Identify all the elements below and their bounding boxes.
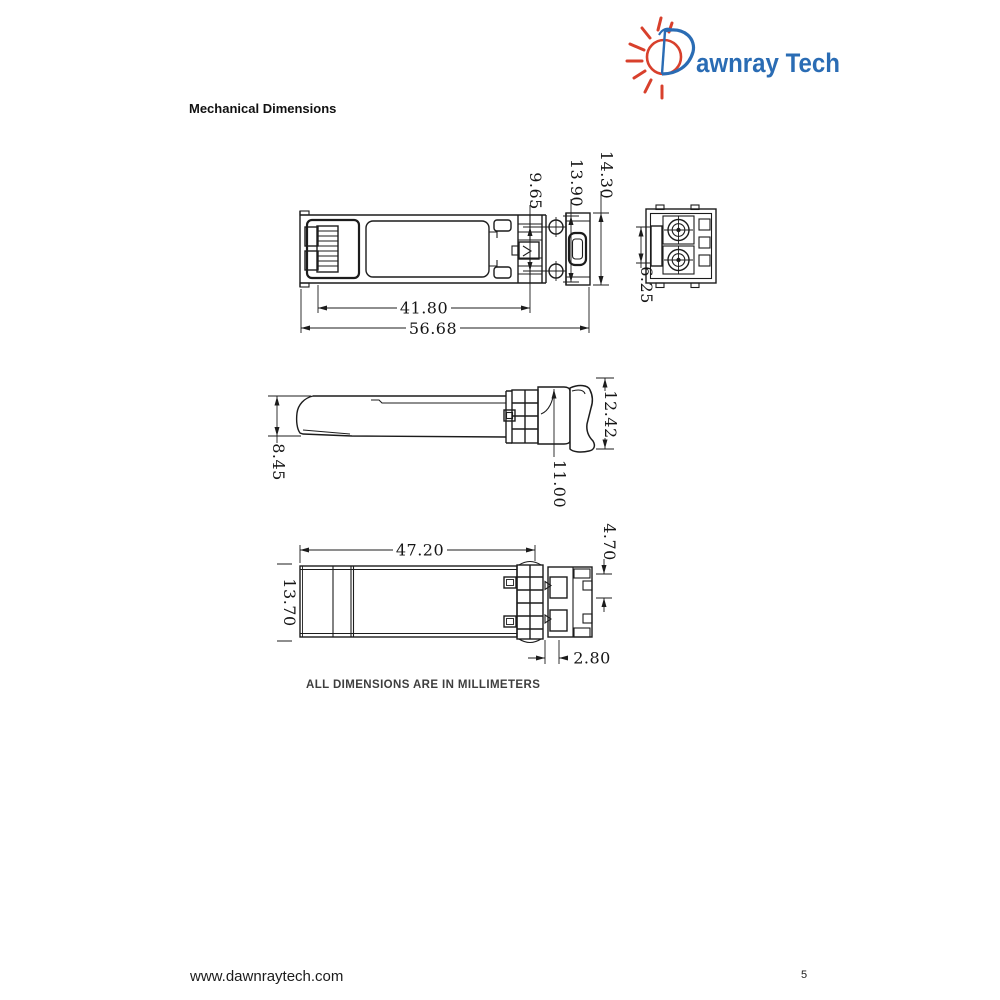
svg-text:9.65: 9.65 bbox=[526, 172, 545, 210]
dimensions-note: ALL DIMENSIONS ARE IN MILLIMETERS bbox=[306, 679, 541, 691]
dim-bottom-body-width bbox=[277, 564, 299, 641]
emi-finger-comb-top bbox=[512, 215, 542, 283]
dim-bottom-body-length bbox=[300, 541, 535, 564]
dim-body-length bbox=[318, 283, 530, 318]
rear-assembly-bottom bbox=[545, 567, 592, 637]
bail-latch-handle bbox=[570, 386, 594, 453]
emi-finger-comb-bottom bbox=[517, 562, 543, 643]
svg-text:2.80: 2.80 bbox=[573, 648, 611, 668]
lc-port-upper bbox=[664, 216, 693, 244]
dim-overall-width bbox=[593, 151, 616, 285]
dim-body-height bbox=[268, 396, 311, 481]
svg-text:6.25: 6.25 bbox=[637, 266, 656, 304]
svg-text:14.30: 14.30 bbox=[597, 150, 616, 200]
svg-text:56.68: 56.68 bbox=[408, 319, 458, 338]
svg-text:47.20: 47.20 bbox=[395, 540, 445, 560]
svg-text:13.70: 13.70 bbox=[280, 578, 299, 627]
svg-text:4.70: 4.70 bbox=[600, 523, 619, 561]
svg-text:41.80: 41.80 bbox=[399, 298, 449, 318]
svg-text:11.00: 11.00 bbox=[550, 459, 569, 509]
svg-text:13.90: 13.90 bbox=[567, 158, 586, 208]
dim-rear-height bbox=[550, 389, 569, 508]
svg-text:8.45: 8.45 bbox=[269, 443, 288, 481]
front-view-drawing bbox=[636, 205, 716, 304]
page-number: 5 bbox=[801, 969, 808, 981]
dim-rear-offset bbox=[596, 523, 619, 612]
emi-finger-comb-side bbox=[512, 390, 538, 443]
page-title: Mechanical Dimensions bbox=[189, 101, 337, 116]
bottom-view-drawing bbox=[277, 523, 619, 667]
lc-receptacle bbox=[305, 220, 359, 278]
dim-tab-width bbox=[528, 640, 611, 668]
logo bbox=[627, 18, 840, 98]
svg-text:12.42: 12.42 bbox=[601, 390, 620, 439]
dim-overall-height bbox=[596, 378, 620, 449]
lc-port-lower bbox=[664, 246, 693, 274]
top-view-drawing bbox=[300, 151, 616, 338]
footer-website: www.dawnraytech.com bbox=[190, 968, 344, 985]
side-view-drawing bbox=[268, 378, 620, 508]
logo-brand-text: awnray Tech bbox=[696, 48, 840, 78]
